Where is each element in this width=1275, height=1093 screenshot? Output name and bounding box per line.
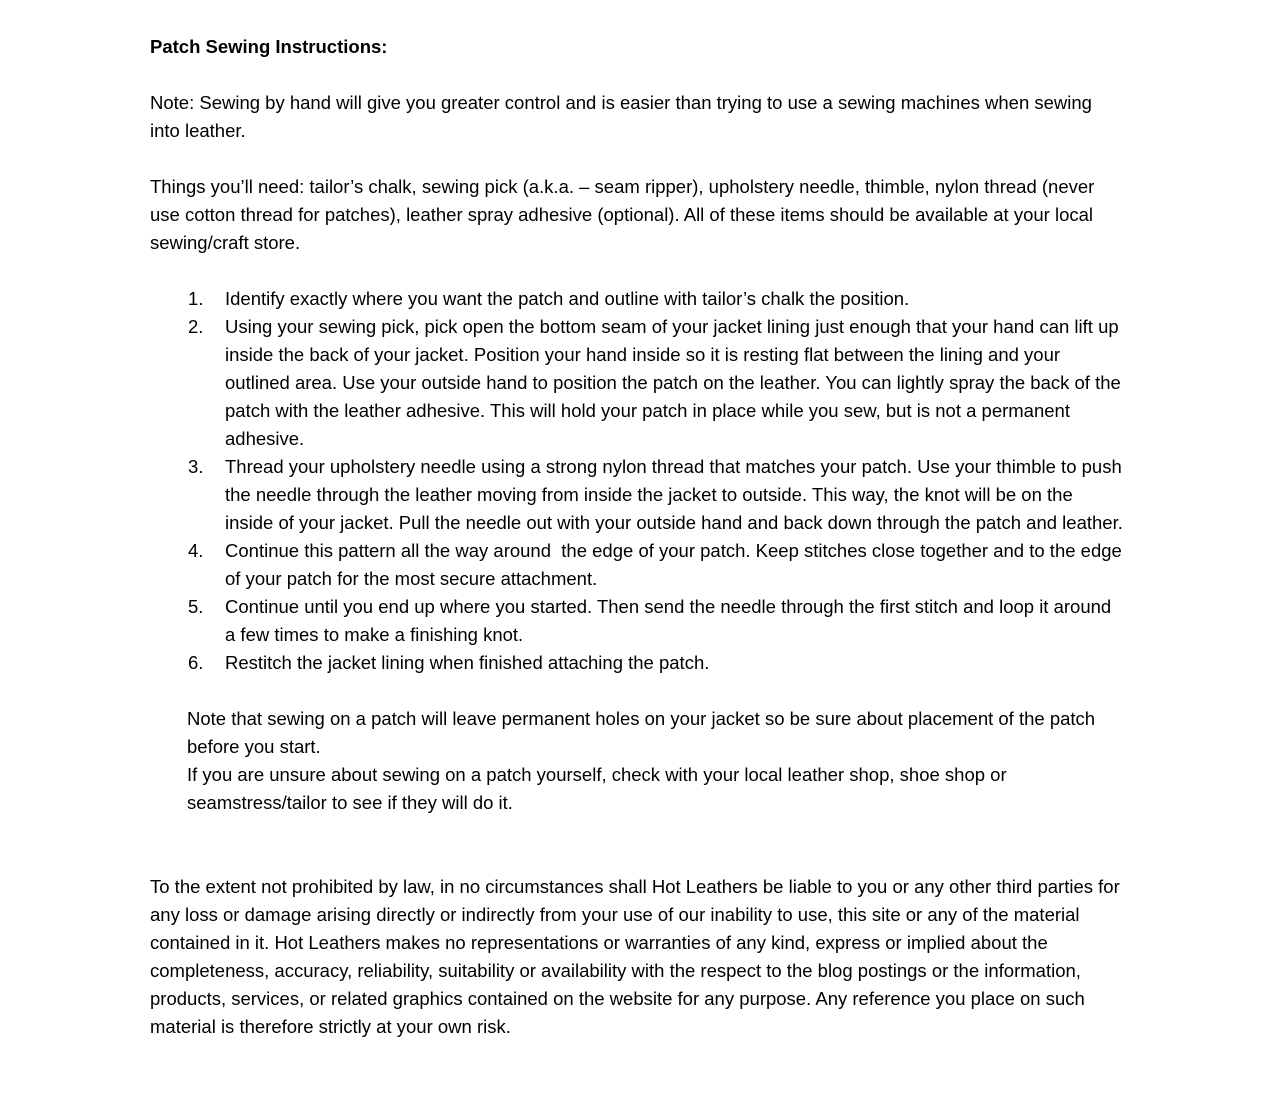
instruction-steps-list bbox=[150, 285, 1125, 677]
step-item-5: Continue until you end up where you started. Then send the needle through the first stitch and loop it around a few times to make a finishing knot. bbox=[225, 596, 1117, 645]
step-item-1: Identify exactly where you want the patch and outline with tailor’s chalk the position. bbox=[225, 288, 910, 309]
supplies-paragraph: Things you’ll need: tailor’s chalk, sewing pick (a.k.a. – seam ripper), upholstery needle, thimble, nylon thread (never use cotton thread for patches), leather spray adhesive (optional). All of these items should be available at your local sewing/craft store. bbox=[150, 176, 1100, 253]
step-item-3: Thread your upholstery needle using a strong nylon thread that matches your patch. Use your thimble to push the needle through the leather moving from inside the jacket to outside. This way, the knot will be on the inside of your jacket. Pull the needle out with your outside hand and back down through the patch and leather. bbox=[225, 456, 1127, 533]
placement-note-block bbox=[150, 705, 1125, 817]
document-title: Patch Sewing Instructions: bbox=[150, 36, 388, 57]
placement-note-line-2: If you are unsure about sewing on a patch yourself, check with your local leather shop, shoe shop or seamstress/tailor to see if they will do it. bbox=[187, 764, 1012, 813]
disclaimer-paragraph: To the extent not prohibited by law, in no circumstances shall Hot Leathers be liable to you or any other third parties for any loss or damage arising directly or indirectly from your use of our inability to use, this site or any of the material contained in it. Hot Leathers makes no representations or warranties of any kind, express or implied about the completeness, accuracy, reliability, suitability or availability with the respect to the blog postings or the information, products, services, or related graphics contained on the website for any purpose. Any reference you place on such material is therefore strictly at your own risk. bbox=[150, 876, 1125, 1037]
step-item-6: Restitch the jacket lining when finished attaching the patch. bbox=[225, 652, 710, 673]
step-item-2: Using your sewing pick, pick open the bottom seam of your jacket lining just enough that your hand can lift up inside the back of your jacket. Position your hand inside so it is resting flat between the lining and your outlined area. Use your outside hand to position the patch on the leather. You can lightly spray the back of the patch with the leather adhesive. This will hold your patch in place while you sew, but is not a permanent adhesive. bbox=[225, 316, 1126, 449]
intro-note-paragraph: Note: Sewing by hand will give you greater control and is easier than trying to use a sewing machines when sewing into leather. bbox=[150, 92, 1098, 141]
placement-note-line-1: Note that sewing on a patch will leave permanent holes on your jacket so be sure about placement of the patch before you start. bbox=[187, 708, 1101, 757]
step-item-4: Continue this pattern all the way around the edge of your patch. Keep stitches close together and to the edge of your patch for the most secure attachment. bbox=[225, 540, 1127, 589]
